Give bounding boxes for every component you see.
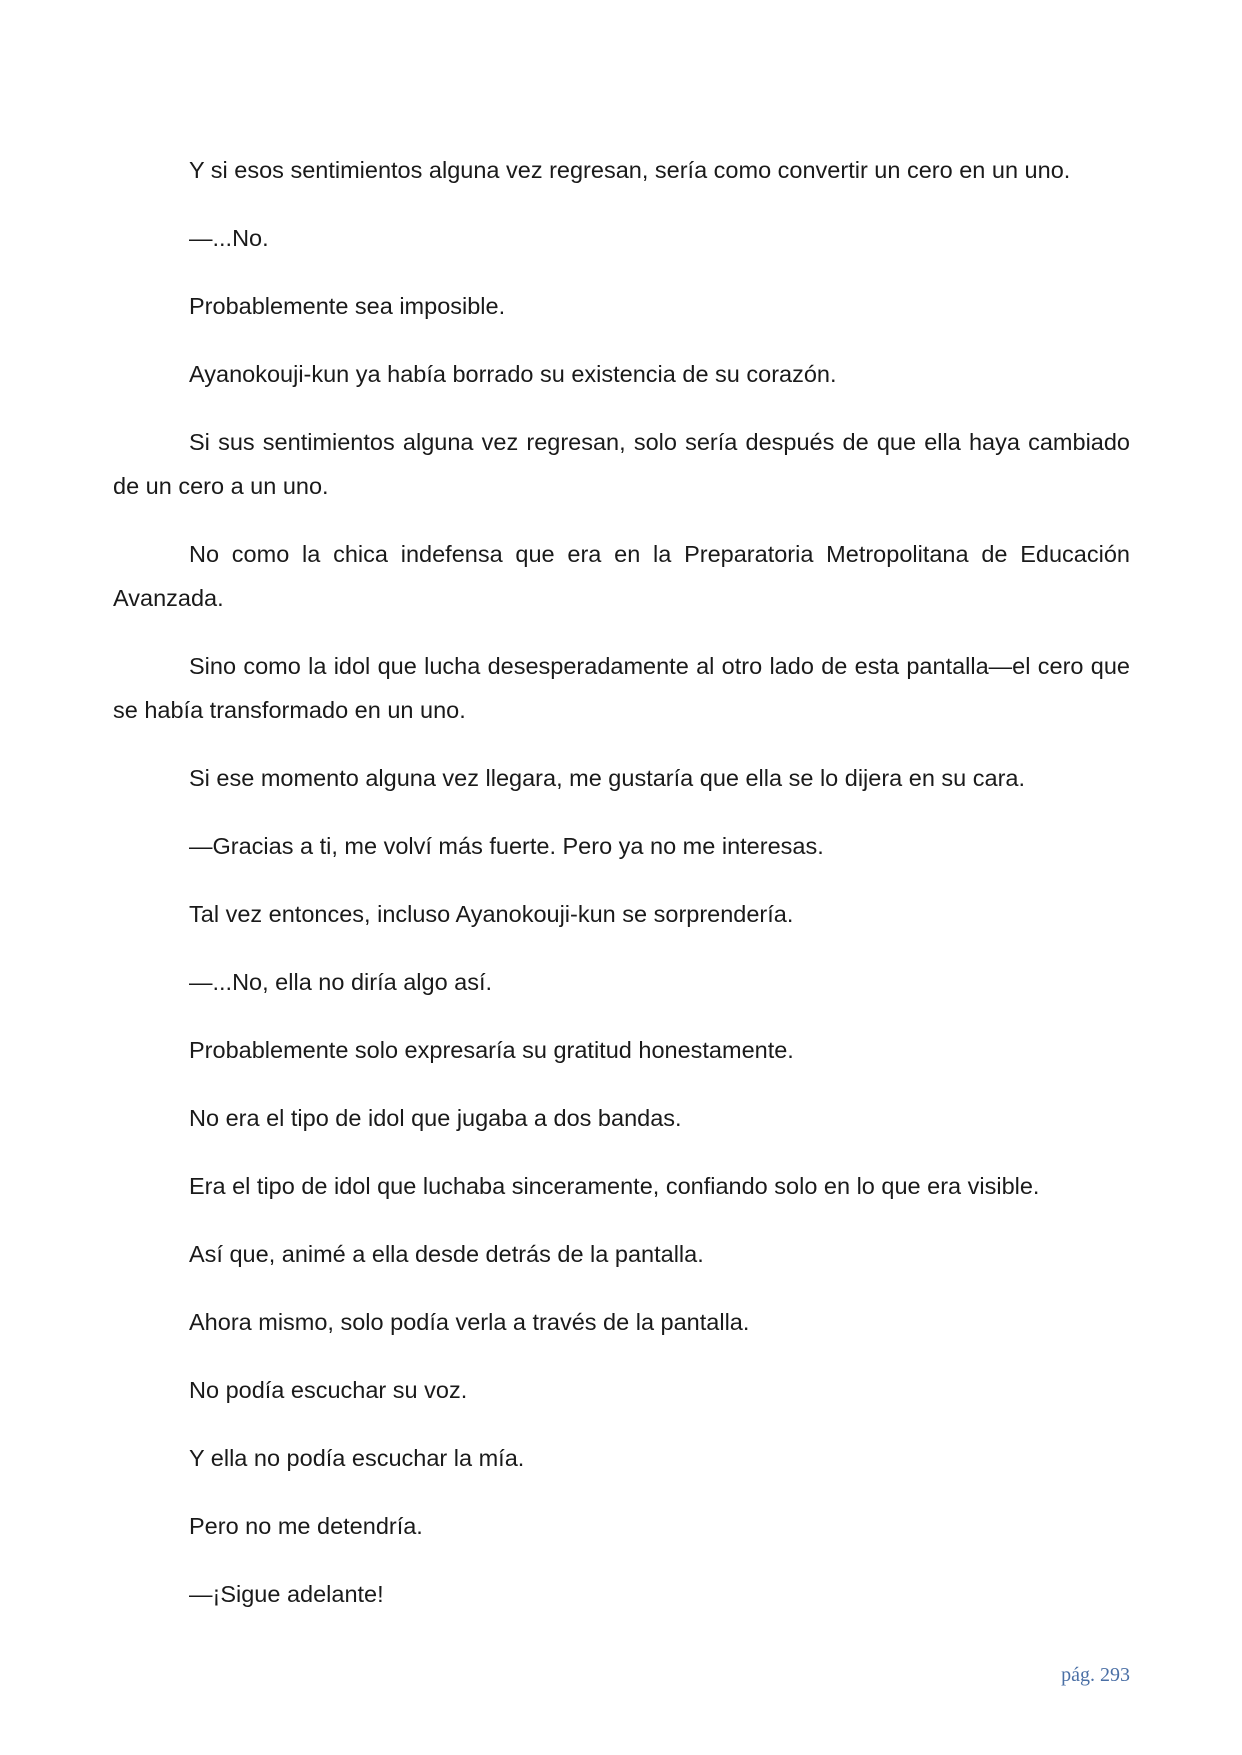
paragraph: No como la chica indefensa que era en la Preparatoria Metropolitana de Educación Avanzada. [113,541,1130,611]
paragraph: Ayanokouji-kun ya había borrado su existencia de su corazón. [189,361,837,387]
paragraph: Ahora mismo, solo podía verla a través de la pantalla. [189,1309,750,1335]
paragraph: No podía escuchar su voz. [189,1377,468,1403]
paragraph: Y ella no podía escuchar la mía. [189,1445,525,1471]
paragraph: Pero no me detendría. [189,1513,423,1539]
paragraph: —...No. [189,225,269,251]
paragraph: Probablemente sea imposible. [189,293,506,319]
paragraph: No era el tipo de idol que jugaba a dos bandas. [189,1105,682,1131]
paragraph: Probablemente solo expresaría su gratitud honestamente. [189,1037,794,1063]
page-number: pág. 293 [1061,1664,1130,1686]
body-text [113,148,1130,1640]
paragraph: Y si esos sentimientos alguna vez regresan, sería como convertir un cero en un uno. [189,157,1071,183]
paragraph: —Gracias a ti, me volví más fuerte. Pero ya no me interesas. [189,833,824,859]
paragraph: —¡Sigue adelante! [189,1581,384,1607]
paragraph: —...No, ella no diría algo así. [189,969,493,995]
paragraph: Si ese momento alguna vez llegara, me gustaría que ella se lo dijera en su cara. [189,765,1026,791]
paragraph: Tal vez entonces, incluso Ayanokouji-kun se sorprendería. [189,901,794,927]
paragraph: Sino como la idol que lucha desesperadamente al otro lado de esta pantalla—el cero que se había transformado en un uno. [113,653,1130,723]
paragraph: Era el tipo de idol que luchaba sinceramente, confiando solo en lo que era visible. [189,1173,1040,1199]
paragraph: Así que, animé a ella desde detrás de la pantalla. [189,1241,704,1267]
paragraph: Si sus sentimientos alguna vez regresan, solo sería después de que ella haya cambiado de un cero a un uno. [113,429,1130,499]
